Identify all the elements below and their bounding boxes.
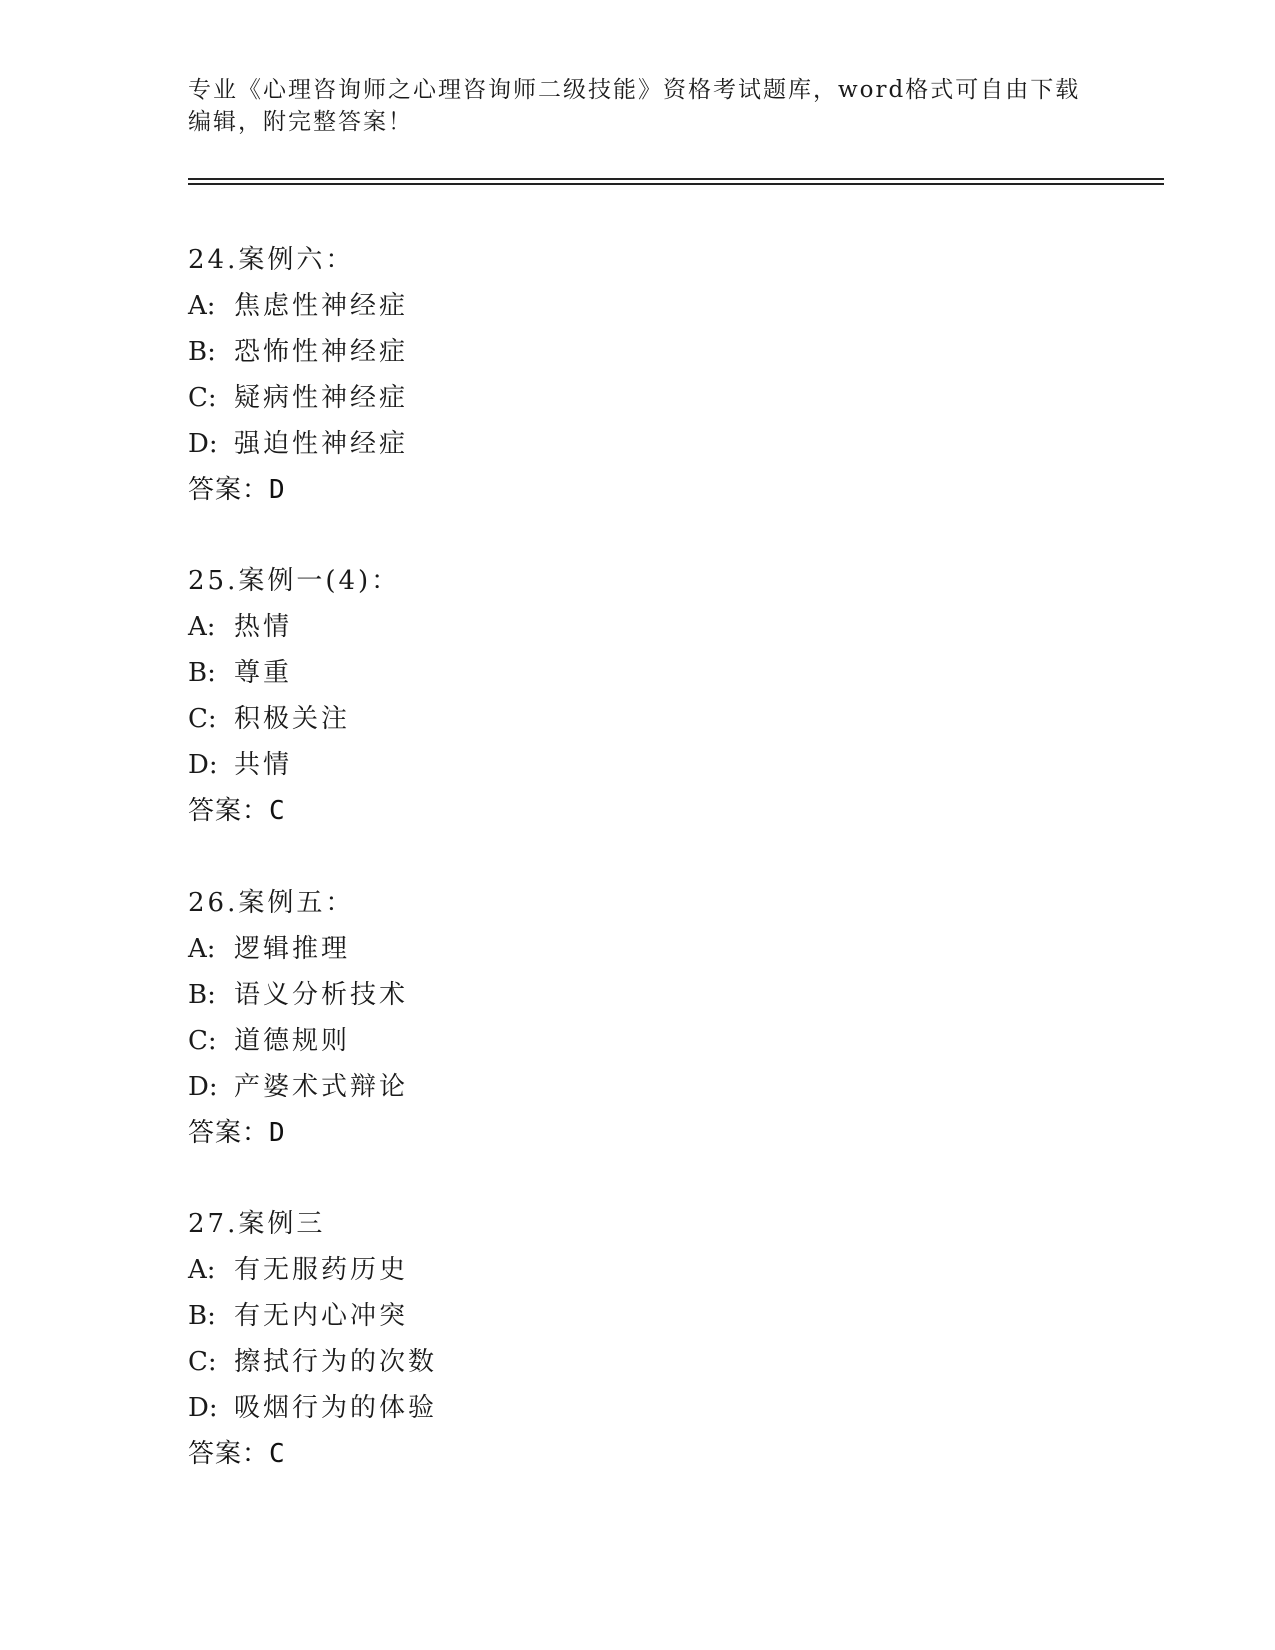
question-27 <box>188 1201 1088 1477</box>
option-b <box>188 1293 1088 1339</box>
option-d <box>188 1064 1088 1110</box>
answer-value: D <box>269 1118 286 1148</box>
question-title: 26.案例五： <box>188 888 355 918</box>
question-title: 27.案例三 <box>188 1209 326 1239</box>
answer-value: C <box>269 1439 286 1469</box>
option-d <box>188 742 1088 788</box>
option-letter: A: <box>188 934 216 964</box>
option-text: 共情 <box>234 750 293 780</box>
option-d <box>188 421 1088 467</box>
answer-line <box>188 788 1088 834</box>
option-letter: B: <box>188 1301 216 1331</box>
option-letter: B: <box>188 337 216 367</box>
option-text: 擦拭行为的次数 <box>234 1347 438 1377</box>
option-letter: B: <box>188 658 216 688</box>
option-text: 尊重 <box>234 658 293 688</box>
document-header <box>188 74 1088 138</box>
question-24 <box>188 237 1088 513</box>
header-line-2: 编辑，附完整答案！ <box>188 109 413 135</box>
header-divider-bottom <box>188 183 1164 185</box>
answer-label: 答案： <box>188 1118 270 1148</box>
option-text: 疑病性神经症 <box>234 383 409 413</box>
option-b <box>188 650 1088 696</box>
option-text: 焦虑性神经症 <box>234 291 409 321</box>
option-c <box>188 1018 1088 1064</box>
option-letter: C: <box>188 1026 217 1056</box>
option-c <box>188 696 1088 742</box>
option-letter: D: <box>188 429 218 459</box>
option-text: 有无内心冲突 <box>234 1301 409 1331</box>
option-text: 有无服药历史 <box>234 1255 409 1285</box>
question-26 <box>188 880 1088 1156</box>
option-c <box>188 375 1088 421</box>
option-c <box>188 1339 1088 1385</box>
answer-value: D <box>269 475 286 505</box>
option-letter: D: <box>188 1393 218 1423</box>
option-text: 恐怖性神经症 <box>234 337 409 367</box>
option-a <box>188 283 1088 329</box>
option-letter: C: <box>188 1347 217 1377</box>
header-line-1: 专业《心理咨询师之心理咨询师二级技能》资格考试题库，word格式可自由下载 <box>188 77 1081 103</box>
option-letter: D: <box>188 1072 218 1102</box>
option-letter: C: <box>188 704 217 734</box>
option-b <box>188 329 1088 375</box>
answer-line <box>188 1431 1088 1477</box>
option-letter: A: <box>188 291 216 321</box>
option-a <box>188 604 1088 650</box>
option-a <box>188 926 1088 972</box>
option-letter: D: <box>188 750 218 780</box>
answer-label: 答案： <box>188 1439 270 1469</box>
option-text: 吸烟行为的体验 <box>234 1393 438 1423</box>
answer-label: 答案： <box>188 796 270 826</box>
option-text: 语义分析技术 <box>234 980 409 1010</box>
answer-line <box>188 467 1088 513</box>
answer-value: C <box>269 796 286 826</box>
option-text: 逻辑推理 <box>234 934 351 964</box>
question-25 <box>188 558 1088 834</box>
option-letter: C: <box>188 383 217 413</box>
option-text: 产婆术式辩论 <box>234 1072 409 1102</box>
question-title: 24.案例六： <box>188 245 355 275</box>
option-letter: B: <box>188 980 216 1010</box>
option-letter: A: <box>188 612 216 642</box>
answer-label: 答案： <box>188 475 270 505</box>
answer-line <box>188 1110 1088 1156</box>
header-divider-top <box>188 178 1164 180</box>
option-text: 热情 <box>234 612 293 642</box>
option-a <box>188 1247 1088 1293</box>
option-d <box>188 1385 1088 1431</box>
option-text: 道德规则 <box>234 1026 351 1056</box>
option-b <box>188 972 1088 1018</box>
option-text: 积极关注 <box>234 704 351 734</box>
question-title: 25.案例一(4)： <box>188 566 401 596</box>
option-text: 强迫性神经症 <box>234 429 409 459</box>
option-letter: A: <box>188 1255 216 1285</box>
